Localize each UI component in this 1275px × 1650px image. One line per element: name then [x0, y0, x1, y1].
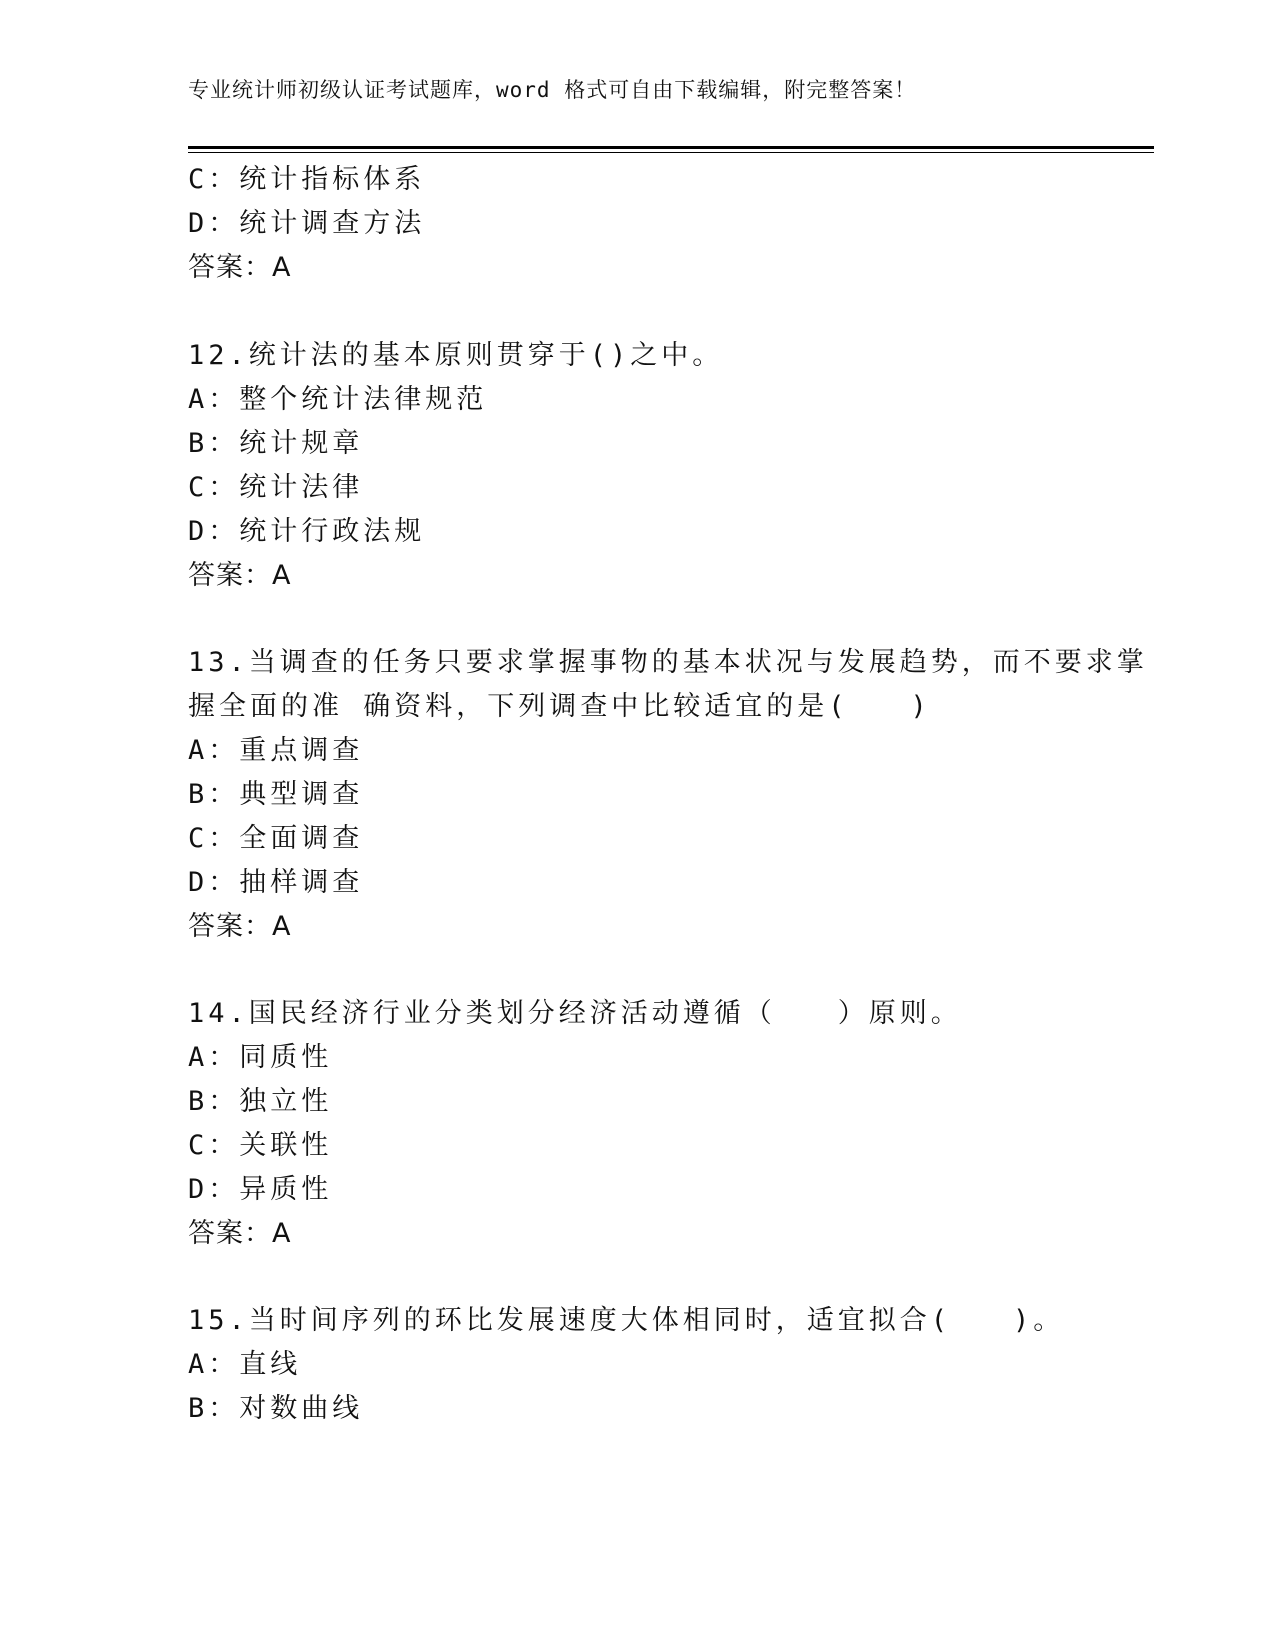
q13-stem-line2: 握全面的准 确资料，下列调查中比较适宜的是( ) [188, 691, 931, 722]
prev-answer: 答案：A [188, 252, 292, 283]
q15-option-a: A：直线 [188, 1349, 302, 1380]
header-rule-thick [188, 146, 1154, 149]
prev-option-d: D：统计调查方法 [188, 208, 426, 239]
q14-stem: 14.国民经济行业分类划分经济活动遵循（ ）原则。 [188, 998, 962, 1029]
prev-option-c: C：统计指标体系 [188, 164, 426, 195]
q15-stem: 15.当时间序列的环比发展速度大体相同时，适宜拟合( )。 [188, 1305, 1065, 1336]
q13-option-c: C：全面调查 [188, 823, 364, 854]
q13-option-a: A：重点调查 [188, 735, 364, 766]
q14-option-a: A：同质性 [188, 1042, 333, 1073]
q14-option-c: C：关联性 [188, 1130, 333, 1161]
q15-option-b: B：对数曲线 [188, 1393, 364, 1424]
q13-option-b: B：典型调查 [188, 779, 364, 810]
q13-stem-line1: 13.当调查的任务只要求掌握事物的基本状况与发展趋势，而不要求掌 [188, 647, 1148, 678]
page-header: 专业统计师初级认证考试题库，word 格式可自由下载编辑，附完整答案！ [188, 78, 917, 102]
q13-option-d: D：抽样调查 [188, 867, 364, 898]
q12-stem: 12.统计法的基本原则贯穿于()之中。 [188, 340, 724, 371]
q12-answer: 答案：A [188, 560, 292, 591]
q12-option-a: A：整个统计法律规范 [188, 384, 488, 415]
q13-answer: 答案：A [188, 911, 292, 942]
q14-answer: 答案：A [188, 1218, 292, 1249]
header-rule-thin [188, 152, 1154, 153]
q12-option-b: B：统计规章 [188, 428, 364, 459]
q12-option-d: D：统计行政法规 [188, 516, 426, 547]
q14-option-b: B：独立性 [188, 1086, 333, 1117]
q14-option-d: D：异质性 [188, 1174, 333, 1205]
q12-option-c: C：统计法律 [188, 472, 364, 503]
